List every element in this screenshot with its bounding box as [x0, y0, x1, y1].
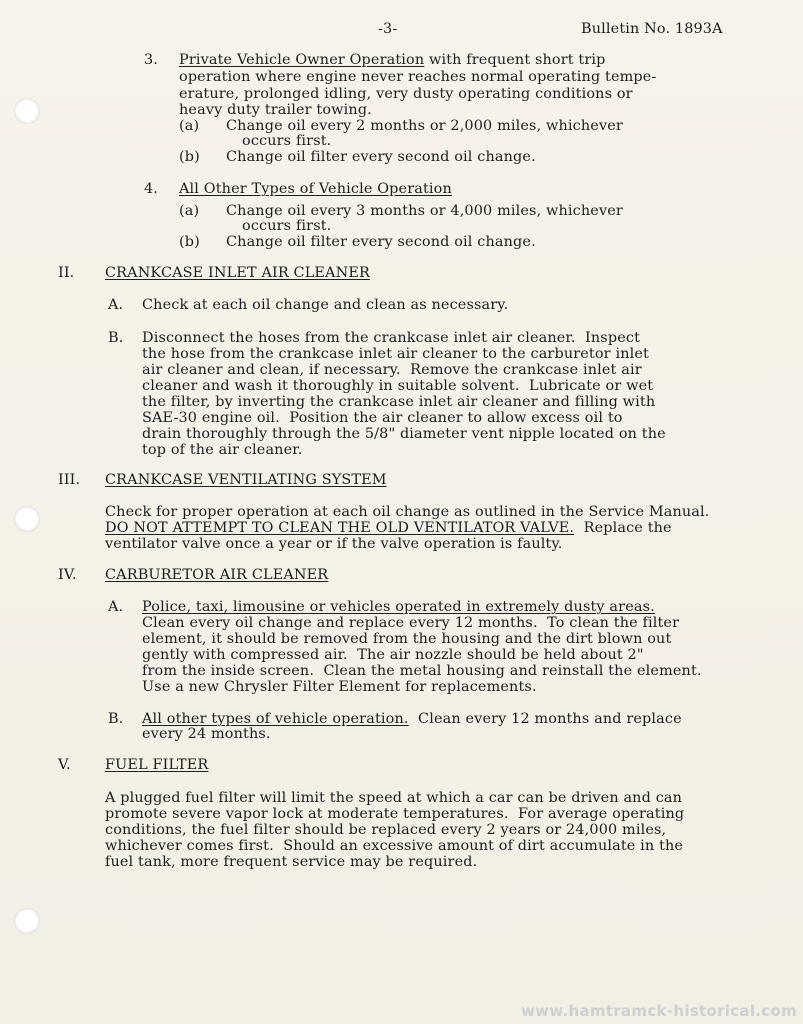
page-number: -3- — [378, 21, 398, 37]
section-4a-line: Use a new Chrysler Filter Element for replacements. — [142, 679, 537, 695]
section-2b-line: the filter, by inverting the crankcase inlet air cleaner and filling with — [142, 394, 656, 410]
section-2b-line: the hose from the crankcase inlet air cleaner to the carburetor inlet — [142, 346, 649, 362]
section-4b-mark: B. — [108, 711, 124, 727]
website-watermark: www.hamtramck-historical.com — [521, 1002, 797, 1020]
item-3b-mark: (b) — [179, 149, 200, 165]
section-5-line: A plugged fuel filter will limit the speed at which a car can be driven and can — [105, 790, 683, 806]
section-4a-mark: A. — [108, 599, 124, 615]
section-2b-line: Disconnect the hoses from the crankcase inlet air cleaner. Inspect — [142, 330, 641, 346]
item-3a-line-2: occurs first. — [242, 133, 332, 149]
item-3-title: Private Vehicle Owner Operation — [179, 52, 425, 68]
section-2a-text: Check at each oil change and clean as necessary. — [142, 297, 509, 313]
section-3-title: CRANKCASE VENTILATING SYSTEM — [105, 472, 387, 488]
bulletin-number: Bulletin No. 1893A — [581, 21, 723, 37]
section-2b-line: drain thoroughly through the 5/8" diameter vent nipple located on the — [142, 426, 666, 442]
punch-hole — [14, 98, 40, 124]
section-4a-line: element, it should be removed from the housing and the dirt blown out — [142, 631, 672, 647]
section-5-line: conditions, the fuel filter should be replaced every 2 years or 24,000 miles, — [105, 822, 667, 838]
item-3a-mark: (a) — [179, 118, 200, 134]
section-3-line-3: ventilator valve once a year or if the valve operation is faulty. — [105, 536, 563, 552]
section-4a-line: Clean every oil change and replace every 12 months. To clean the filter — [142, 615, 680, 631]
section-5-number: V. — [58, 757, 71, 773]
item-4-number: 4. — [144, 181, 159, 197]
item-4a-line-2: occurs first. — [242, 218, 332, 234]
section-2b-line: air cleaner and clean, if necessary. Remove the crankcase inlet air — [142, 362, 642, 378]
section-2b-line: SAE-30 engine oil. Position the air cleaner to allow excess oil to — [142, 410, 623, 426]
item-4-title: All Other Types of Vehicle Operation — [179, 181, 452, 197]
section-4-title: CARBURETOR AIR CLEANER — [105, 567, 329, 583]
section-5-line: promote severe vapor lock at moderate temperatures. For average operating — [105, 806, 685, 822]
item-3-line-1: Private Vehicle Owner Operation with frequent short trip — [179, 52, 606, 68]
section-5-title: FUEL FILTER — [105, 757, 209, 773]
section-4a-title: Police, taxi, limousine or vehicles operated in extremely dusty areas. — [142, 599, 655, 615]
item-3-number: 3. — [144, 52, 159, 68]
section-4b-title: All other types of vehicle operation. — [142, 711, 409, 727]
item-4a-line-1: Change oil every 3 months or 4,000 miles, whichever — [226, 203, 623, 219]
section-5-line: whichever comes first. Should an excessive amount of dirt accumulate in the — [105, 838, 684, 854]
section-2b-line: top of the air cleaner. — [142, 442, 303, 458]
section-4a-line: gently with compressed air. The air nozzle should be held about 2" — [142, 647, 644, 663]
section-4b-line-2: every 24 months. — [142, 726, 271, 742]
item-3b-line-1: Change oil filter every second oil change. — [226, 149, 536, 165]
section-2-title: CRANKCASE INLET AIR CLEANER — [105, 265, 370, 281]
section-4b-line-1: All other types of vehicle operation. Clean every 12 months and replace — [142, 711, 682, 727]
item-3a-line-1: Change oil every 2 months or 2,000 miles, whichever — [226, 118, 623, 134]
section-2b-mark: B. — [108, 330, 124, 346]
item-4b-mark: (b) — [179, 234, 200, 250]
item-4a-mark: (a) — [179, 203, 200, 219]
section-4a-line: from the inside screen. Clean the metal housing and reinstall the element. — [142, 663, 702, 679]
punch-hole — [14, 506, 40, 532]
section-4-number: IV. — [58, 567, 77, 583]
section-3-line-2: DO NOT ATTEMPT TO CLEAN THE OLD VENTILATOR VALVE. Replace the — [105, 520, 672, 536]
item-3-line-3: erature, prolonged idling, very dusty operating conditions or — [179, 86, 633, 102]
section-2-number: II. — [58, 265, 75, 281]
section-2a-mark: A. — [108, 297, 124, 313]
item-4b-line-1: Change oil filter every second oil change. — [226, 234, 536, 250]
section-3-warning: DO NOT ATTEMPT TO CLEAN THE OLD VENTILATOR VALVE. — [105, 520, 575, 536]
section-3-line-1: Check for proper operation at each oil change as outlined in the Service Manual. — [105, 504, 710, 520]
section-3-number: III. — [58, 472, 81, 488]
item-3-line-4: heavy duty trailer towing. — [179, 102, 372, 118]
item-3-line-2: operation where engine never reaches normal operating tempe- — [179, 69, 657, 85]
punch-hole — [14, 908, 40, 934]
section-2b-line: cleaner and wash it thoroughly in suitable solvent. Lubricate or wet — [142, 378, 654, 394]
section-5-line: fuel tank, more frequent service may be required. — [105, 854, 478, 870]
